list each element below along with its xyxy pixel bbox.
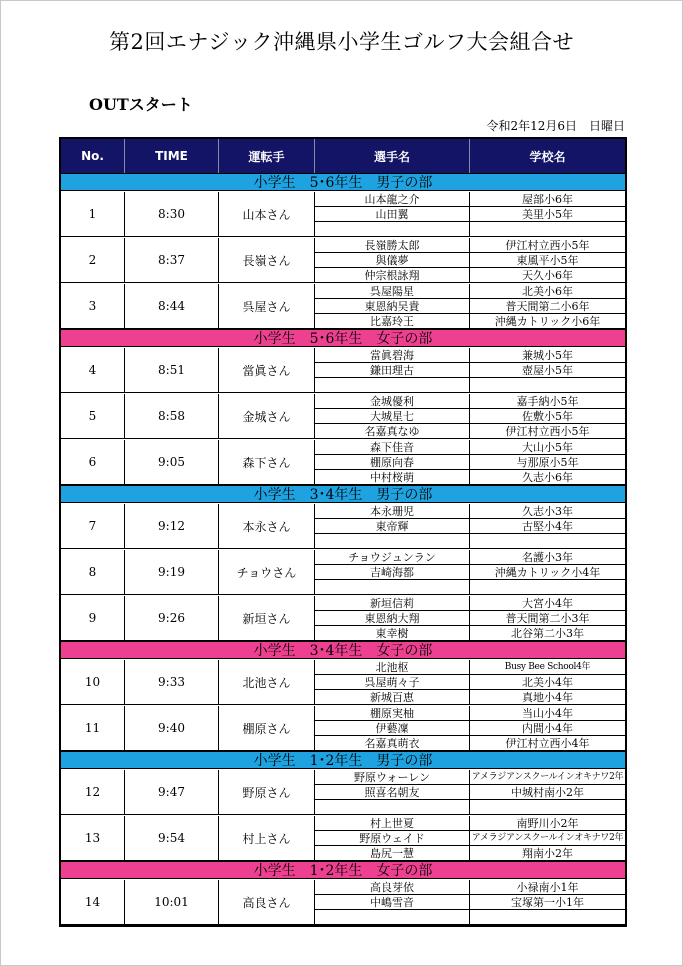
group-number: 12 <box>61 770 125 815</box>
driver-name: 金城さん <box>219 394 315 439</box>
group-number: 13 <box>61 816 125 861</box>
school-name: 翔南小2年 <box>470 846 625 861</box>
player-name: 呉屋萌々子 <box>315 675 470 690</box>
player-name: 大城星七 <box>315 409 470 424</box>
player-name: 照喜名朝友 <box>315 785 470 800</box>
school-name: 当山小4年 <box>470 706 625 721</box>
player-name: 棚原実柚 <box>315 706 470 721</box>
player-name: 森下佳音 <box>315 440 470 455</box>
player-name: 比嘉玲王 <box>315 314 470 329</box>
school-name <box>470 800 625 815</box>
tee-time: 9:05 <box>125 440 219 485</box>
school-name <box>470 222 625 237</box>
group-number: 14 <box>61 880 125 925</box>
school-name: 壺屋小5年 <box>470 363 625 378</box>
school-name: 伊江村立西小5年 <box>470 424 625 439</box>
player-name <box>315 378 470 393</box>
school-name: 大山小5年 <box>470 440 625 455</box>
event-date: 令和2年12月6日 日曜日 <box>486 119 625 133</box>
school-name: 普天間第二小3年 <box>470 611 625 626</box>
group-number: 10 <box>61 660 125 705</box>
player-name: 鎌田理古 <box>315 363 470 378</box>
tee-time: 9:33 <box>125 660 219 705</box>
driver-name: 村上さん <box>219 816 315 861</box>
header-time: TIME <box>125 139 219 173</box>
group-number: 5 <box>61 394 125 439</box>
group-number: 9 <box>61 596 125 641</box>
driver-name: 北池さん <box>219 660 315 705</box>
tee-time: 9:54 <box>125 816 219 861</box>
player-name: 北池枢 <box>315 660 470 675</box>
player-name: 呉屋陽星 <box>315 284 470 299</box>
group-number: 1 <box>61 192 125 237</box>
school-name: 北谷第二小3年 <box>470 626 625 641</box>
header-school: 学校名 <box>470 139 625 173</box>
driver-name: 森下さん <box>219 440 315 485</box>
school-name: 久志小6年 <box>470 470 625 485</box>
driver-name: 山本さん <box>219 192 315 237</box>
group-number: 7 <box>61 504 125 549</box>
school-name: 沖縄カトリック小6年 <box>470 314 625 329</box>
page-title: 第2回エナジック沖縄県小学生ゴルフ大会組合せ <box>109 30 574 54</box>
player-name: 本永珊児 <box>315 504 470 519</box>
school-name: 小禄南小1年 <box>470 880 625 895</box>
school-name <box>470 378 625 393</box>
player-name: 山本龍之介 <box>315 192 470 207</box>
driver-name: 高良さん <box>219 880 315 925</box>
school-name <box>470 534 625 549</box>
school-name: 内間小4年 <box>470 721 625 736</box>
school-name: 屋部小6年 <box>470 192 625 207</box>
driver-name: 呉屋さん <box>219 284 315 329</box>
player-name: チョウジュンラン <box>315 550 470 565</box>
tee-time: 9:40 <box>125 706 219 751</box>
player-name: 仲宗根詠翔 <box>315 268 470 283</box>
driver-name: 長嶺さん <box>219 238 315 283</box>
school-name: 東風平小5年 <box>470 253 625 268</box>
school-name: 嘉手納小5年 <box>470 394 625 409</box>
school-name: 宝塚第一小1年 <box>470 895 625 910</box>
tee-time: 9:19 <box>125 550 219 595</box>
player-name: 新城百恵 <box>315 690 470 705</box>
school-name: 名護小3年 <box>470 550 625 565</box>
player-name: 野原ウォーレン <box>315 770 470 785</box>
school-name <box>470 910 625 925</box>
player-name: 高良芽依 <box>315 880 470 895</box>
group-number: 11 <box>61 706 125 751</box>
player-name: 東恩納大翔 <box>315 611 470 626</box>
school-name: アメラジアンスクールインオキナワ2年 <box>470 770 625 785</box>
header-no: No. <box>61 139 125 173</box>
header-driver: 運転手 <box>219 139 315 173</box>
section-banner: 小学生 5･6年生 女子の部 <box>61 329 625 347</box>
school-name: 沖縄カトリック小4年 <box>470 565 625 580</box>
section-banner: 小学生 3･4年生 男子の部 <box>61 485 625 503</box>
start-label: OUTスタート <box>89 95 193 114</box>
school-name: 美里小5年 <box>470 207 625 222</box>
driver-name: チョウさん <box>219 550 315 595</box>
tee-time: 9:12 <box>125 504 219 549</box>
school-name: 佐敷小5年 <box>470 409 625 424</box>
player-name: 野原ウェイド <box>315 831 470 846</box>
tee-time: 8:30 <box>125 192 219 237</box>
player-name: 中村桜萌 <box>315 470 470 485</box>
school-name: 伊江村立西小4年 <box>470 736 625 751</box>
school-name: 久志小3年 <box>470 504 625 519</box>
group-number: 4 <box>61 348 125 393</box>
tee-time: 8:51 <box>125 348 219 393</box>
player-name: 當眞碧海 <box>315 348 470 363</box>
group-number: 6 <box>61 440 125 485</box>
tee-time: 8:44 <box>125 284 219 329</box>
player-name: 島尻一慧 <box>315 846 470 861</box>
group-number: 8 <box>61 550 125 595</box>
player-name: 金城優利 <box>315 394 470 409</box>
tee-time: 9:47 <box>125 770 219 815</box>
school-name: 南野川小2年 <box>470 816 625 831</box>
tee-time: 8:58 <box>125 394 219 439</box>
section-banner: 小学生 1･2年生 男子の部 <box>61 751 625 769</box>
pairing-table <box>59 137 627 927</box>
player-name: 村上世夏 <box>315 816 470 831</box>
section-banner: 小学生 3･4年生 女子の部 <box>61 641 625 659</box>
school-name: 与那原小5年 <box>470 455 625 470</box>
driver-name: 棚原さん <box>219 706 315 751</box>
school-name: 古堅小4年 <box>470 519 625 534</box>
player-name: 東幸樹 <box>315 626 470 641</box>
section-banner: 小学生 5･6年生 男子の部 <box>61 173 625 191</box>
player-name <box>315 534 470 549</box>
driver-name: 本永さん <box>219 504 315 549</box>
school-name: 真地小4年 <box>470 690 625 705</box>
player-name <box>315 910 470 925</box>
player-name <box>315 800 470 815</box>
player-name: 名嘉真萌衣 <box>315 736 470 751</box>
player-name: 中嶋雪音 <box>315 895 470 910</box>
school-name <box>470 580 625 595</box>
driver-name: 新垣さん <box>219 596 315 641</box>
header-player: 選手名 <box>315 139 470 173</box>
player-name: 東帝輝 <box>315 519 470 534</box>
player-name: 棚原向春 <box>315 455 470 470</box>
player-name: 伊藝凜 <box>315 721 470 736</box>
player-name: 吉崎海都 <box>315 565 470 580</box>
player-name: 山田翼 <box>315 207 470 222</box>
section-banner: 小学生 1･2年生 女子の部 <box>61 861 625 879</box>
school-name: 普天間第二小6年 <box>470 299 625 314</box>
player-name <box>315 222 470 237</box>
player-name: 與儀夢 <box>315 253 470 268</box>
player-name <box>315 580 470 595</box>
driver-name: 當眞さん <box>219 348 315 393</box>
tee-time: 9:26 <box>125 596 219 641</box>
player-name: 名嘉真なゆ <box>315 424 470 439</box>
school-name: 伊江村立西小5年 <box>470 238 625 253</box>
school-name: 北美小6年 <box>470 284 625 299</box>
school-name: アメラジアンスクールインオキナワ2年 <box>470 831 625 846</box>
school-name: 天久小6年 <box>470 268 625 283</box>
school-name: Busy Bee School4年 <box>470 660 625 675</box>
tee-time: 8:37 <box>125 238 219 283</box>
school-name: 大宮小4年 <box>470 596 625 611</box>
tee-time: 10:01 <box>125 880 219 925</box>
school-name: 中城村南小2年 <box>470 785 625 800</box>
player-name: 長嶺勝太郎 <box>315 238 470 253</box>
driver-name: 野原さん <box>219 770 315 815</box>
school-name: 北美小4年 <box>470 675 625 690</box>
player-name: 新垣信莉 <box>315 596 470 611</box>
group-number: 2 <box>61 238 125 283</box>
group-number: 3 <box>61 284 125 329</box>
player-name: 東恩納吴貴 <box>315 299 470 314</box>
school-name: 兼城小5年 <box>470 348 625 363</box>
